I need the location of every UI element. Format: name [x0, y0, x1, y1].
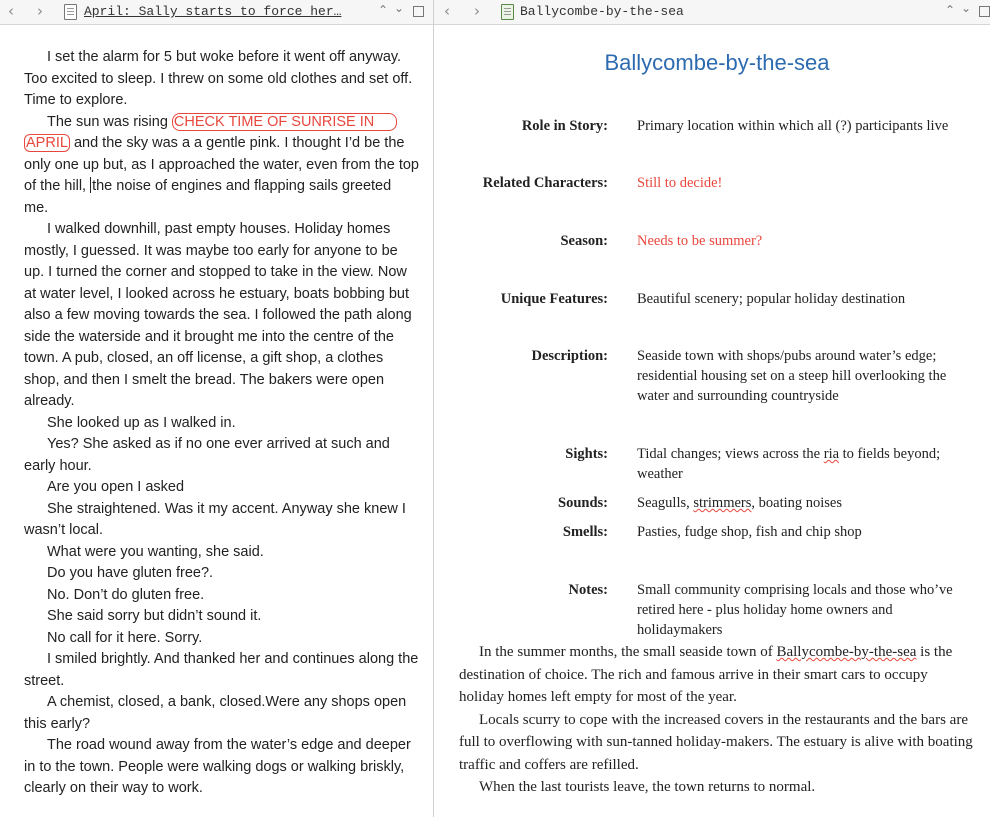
body-paragraph: Locals scurry to cope with the increased covers in the restaurants and the bars are full to overflowing with sun-tanned holiday-makers. The estuary is alive with boating traffic and coffers are refilled. [459, 711, 973, 773]
story-paragraph: She looked up as I walked in. [47, 414, 236, 431]
body-text: is the destination of choice. The rich and famous arrive in their smart cars to occupy holiday homes left empty for most of the year. [459, 644, 953, 705]
document-icon [64, 4, 77, 20]
body-paragraph [459, 641, 974, 709]
story-paragraph: Yes? She asked as if no one ever arrived at such and early hour. [24, 436, 390, 474]
unique-features-label: Unique Features: [500, 291, 608, 307]
body-text: In the summer months, the small seaside town of [479, 644, 777, 660]
role-label: Role in Story: [521, 118, 608, 134]
story-text-editor[interactable] [24, 47, 419, 800]
story-paragraph: No. Don’t do gluten free. [47, 586, 205, 603]
description-value[interactable]: Seaside town with shops/pubs around water’s edge; residential housing set on a steep hill overlooking the water and surrounding countryside [637, 348, 947, 404]
sounds-label: Sounds: [558, 495, 608, 511]
right-document-title[interactable]: Ballycombe-by-the-sea [520, 4, 684, 19]
sheet-heading: Ballycombe-by-the-sea [604, 50, 830, 75]
season-value[interactable]: Needs to be summer? [637, 233, 763, 249]
smells-label: Smells: [562, 524, 608, 540]
right-pane-header [434, 0, 990, 25]
story-paragraph: What were you wanting, she said. [47, 543, 264, 560]
unique-features-value[interactable]: Beautiful scenery; popular holiday destination [637, 291, 906, 307]
inline-annotation-end[interactable]: APRIL [26, 135, 68, 151]
story-paragraph: Are you open I asked [47, 479, 185, 495]
sounds-text: Seagulls, [637, 495, 694, 511]
story-text: The sun was rising [47, 113, 172, 130]
season-label: Season: [560, 233, 608, 249]
inline-annotation[interactable]: CHECK TIME OF SUNRISE IN [172, 113, 397, 131]
split-toggle-icon[interactable] [413, 6, 424, 17]
sheet-document-icon [501, 4, 514, 20]
back-arrow-icon[interactable]: ‹ [8, 2, 14, 20]
forward-arrow-icon[interactable]: › [37, 2, 43, 20]
forward-arrow-icon[interactable]: › [474, 2, 480, 20]
role-value[interactable]: Primary location within which all (?) participants live [637, 118, 949, 134]
related-characters-value[interactable]: Still to decide! [637, 175, 723, 191]
story-text: the noise of engines and flapping sails greeted me. [24, 178, 392, 216]
story-paragraph [24, 112, 419, 220]
story-paragraph: I walked downhill, past empty houses. Holiday homes mostly, I guessed. It was maybe too early for anyone to be up. I turned the corner and stopped to take in the view. Now at water level, I looked across he estuary, boats bobbing but also a few moving towards the sea. I followed the path along side the waterside and it brought me into the centre of the town. A pub, closed, an off license, a gift shop, a clothes shop, and then I smelt the bread. The bakers were open already. [24, 221, 412, 409]
sheet-body-text[interactable] [459, 641, 974, 799]
notes-value[interactable]: Small community comprising locals and those who’ve retired here - plus holiday home owners and holidaymakers [637, 582, 953, 638]
story-paragraph: Do you have gluten free?. [47, 565, 214, 581]
text-cursor [90, 177, 91, 193]
sights-text: Tidal changes; views across the [637, 446, 824, 462]
description-label: Description: [531, 348, 608, 364]
editor-pane-right [434, 0, 990, 817]
sights-value[interactable] [637, 444, 972, 484]
story-paragraph: The road wound away from the water’s edge and deeper in to the town. People were walking dogs or walking briskly, clearly on their way to work. [24, 737, 411, 796]
misspelled-word[interactable]: ria [823, 446, 840, 462]
next-document-icon[interactable]: ⌄ [961, 1, 972, 15]
story-text: and the sky was a a gentle pink. I thought I’d be the only one up but, as I approached the water, even from the top of the hill, [24, 135, 419, 194]
body-paragraph: When the last tourists leave, the town returns to normal. [479, 779, 816, 795]
story-paragraph: She straightened. Was it my accent. Anyway she knew I wasn’t local. [24, 500, 406, 538]
notes-label: Notes: [568, 582, 608, 598]
story-paragraph: She said sorry but didn’t sound it. [47, 608, 262, 624]
back-arrow-icon[interactable]: ‹ [444, 2, 450, 20]
previous-document-icon[interactable]: ⌃ [378, 3, 389, 17]
sounds-text: , boating noises [751, 495, 843, 511]
sights-text: to fields beyond; weather [637, 446, 941, 482]
next-document-icon[interactable]: ⌄ [394, 1, 405, 15]
left-document-title[interactable]: April: Sally starts to force her… [84, 4, 342, 19]
previous-document-icon[interactable]: ⌃ [945, 3, 956, 17]
editor-pane-left [0, 0, 434, 817]
story-paragraph: I smiled brightly. And thanked her and continues along the street. [24, 651, 419, 689]
sounds-value[interactable] [637, 493, 972, 513]
smells-value[interactable]: Pasties, fudge shop, fish and chip shop [637, 524, 862, 540]
misspelled-word[interactable]: Ballycombe-by-the-sea [776, 644, 917, 660]
story-paragraph: A chemist, closed, a bank, closed.Were any shops open this early? [24, 694, 407, 732]
split-toggle-icon[interactable] [979, 6, 990, 17]
related-characters-label: Related Characters: [482, 175, 608, 191]
story-paragraph: I set the alarm for 5 but woke before it went off anyway. Too excited to sleep. I threw on some old clothes and set off. Time to explore. [24, 49, 413, 108]
sights-label: Sights: [565, 446, 608, 462]
story-paragraph: No call for it here. Sorry. [47, 629, 203, 646]
misspelled-word[interactable]: strimmers [693, 495, 752, 511]
left-pane-header [0, 0, 433, 25]
